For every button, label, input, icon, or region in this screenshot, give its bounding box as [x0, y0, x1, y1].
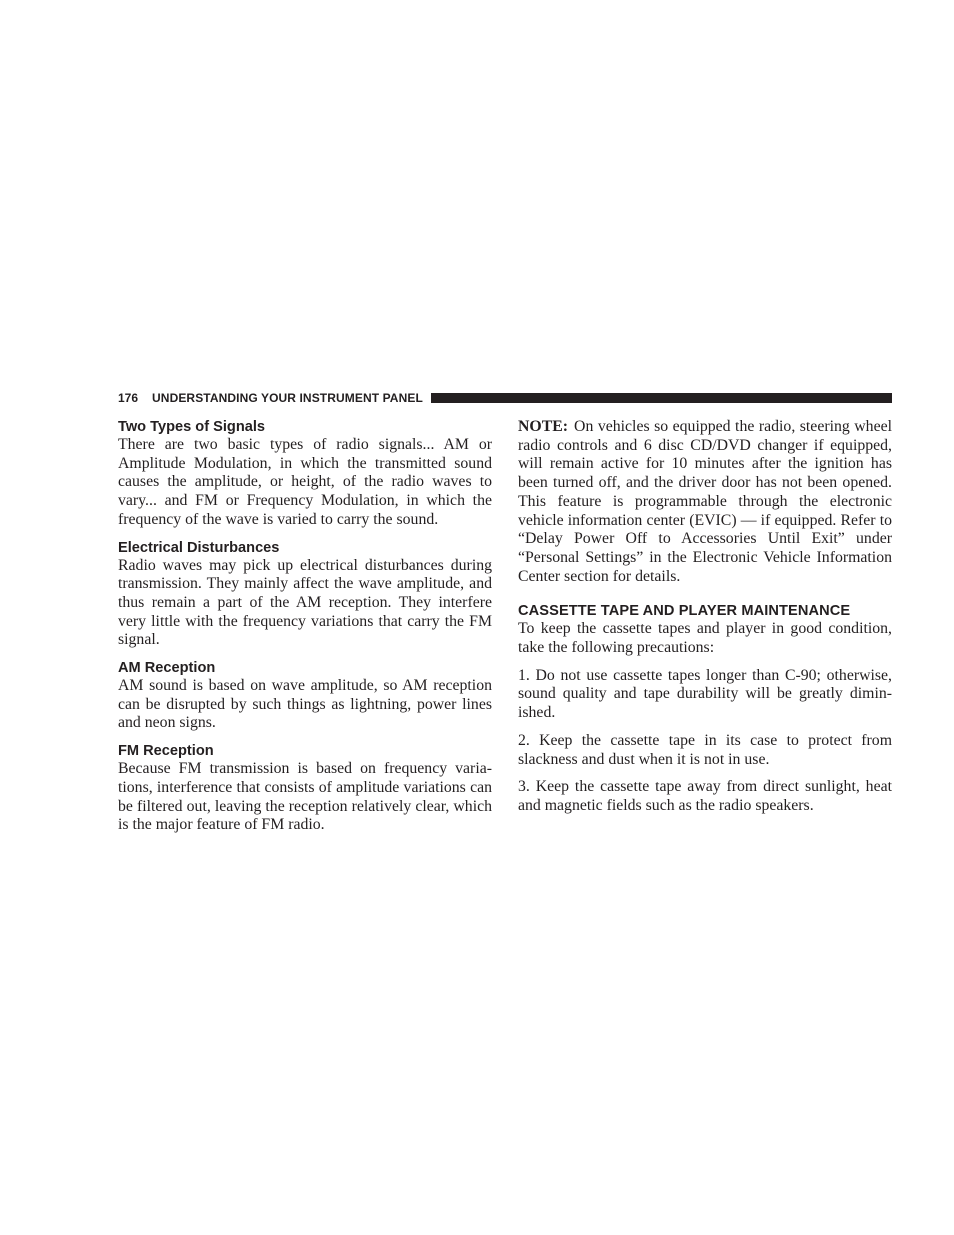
precaution-item: 3. Keep the cassette tape away from direct sunlight, heat and magnetic fields such as the radio speakers. — [518, 778, 892, 814]
page-number: 176 — [118, 391, 139, 405]
maintenance-heading: CASSETTE TAPE AND PLAYER MAINTENANCE — [518, 603, 851, 620]
section-two-types-of-signals — [118, 418, 492, 530]
note-body: On vehicles so equipped the radio, steering wheel radio controls and 6 disc CD/DVD changer if equipped, will remain active for 10 minutes after the ignition has been turned off, and the driver door has not been opened. This feature is programmable through the electronic vehicle information center (EVIC) — if equipped. Refer to “Delay Power Off to Accessories Until Exit” under “Personal Settings” in the Electronic Vehicle Information Center section for details. — [518, 418, 892, 585]
note-paragraph — [518, 418, 892, 586]
maintenance-intro: To keep the cassette tapes and player in good condition, take the following precautions: — [518, 620, 892, 657]
section-heading: FM Reception — [118, 743, 214, 760]
right-column — [518, 418, 892, 825]
section-am-reception — [118, 659, 492, 733]
running-section-title: UNDERSTANDING YOUR INSTRUMENT PANEL — [152, 391, 423, 405]
section-heading: Electrical Disturbances — [118, 539, 280, 556]
header-rule — [431, 393, 892, 403]
precaution-item: 1. Do not use cassette tapes longer than C-90; otherwise, sound quality and tape durability will be greatly diminished. — [518, 666, 892, 722]
section-electrical-disturbances — [118, 539, 492, 651]
section-body: Because FM transmission is based on frequency variations, interference that consists of amplitude variations can be filtered out, leaving the reception relatively clear, which is the major feature of FM radio. — [118, 760, 492, 834]
section-body: Radio waves may pick up electrical disturbances during transmission. They mainly affect the wave amplitude, and thus remain a part of the AM reception. They interfere very little with the frequency variations that carry the FM signal. — [118, 556, 492, 649]
section-body: AM sound is based on wave amplitude, so AM reception can be disrupted by such things as lightning, power lines and neon signs. — [118, 677, 492, 732]
left-column — [118, 418, 492, 844]
section-body: There are two basic types of radio signals... AM or Amplitude Modulation, in which the transmitted sound causes the amplitude, or height, of the radio waves to vary... and FM or Frequency Modulation, in which the frequency of the wave is varied to carry the sound. — [118, 436, 492, 528]
precaution-item: 2. Keep the cassette tape in its case to protect from slackness and dust when it is not in use. — [518, 731, 892, 768]
section-heading: AM Reception — [118, 660, 216, 677]
page-header — [118, 390, 892, 406]
section-fm-reception — [118, 742, 492, 835]
section-heading: Two Types of Signals — [118, 419, 266, 435]
note-label: NOTE: — [518, 418, 569, 435]
